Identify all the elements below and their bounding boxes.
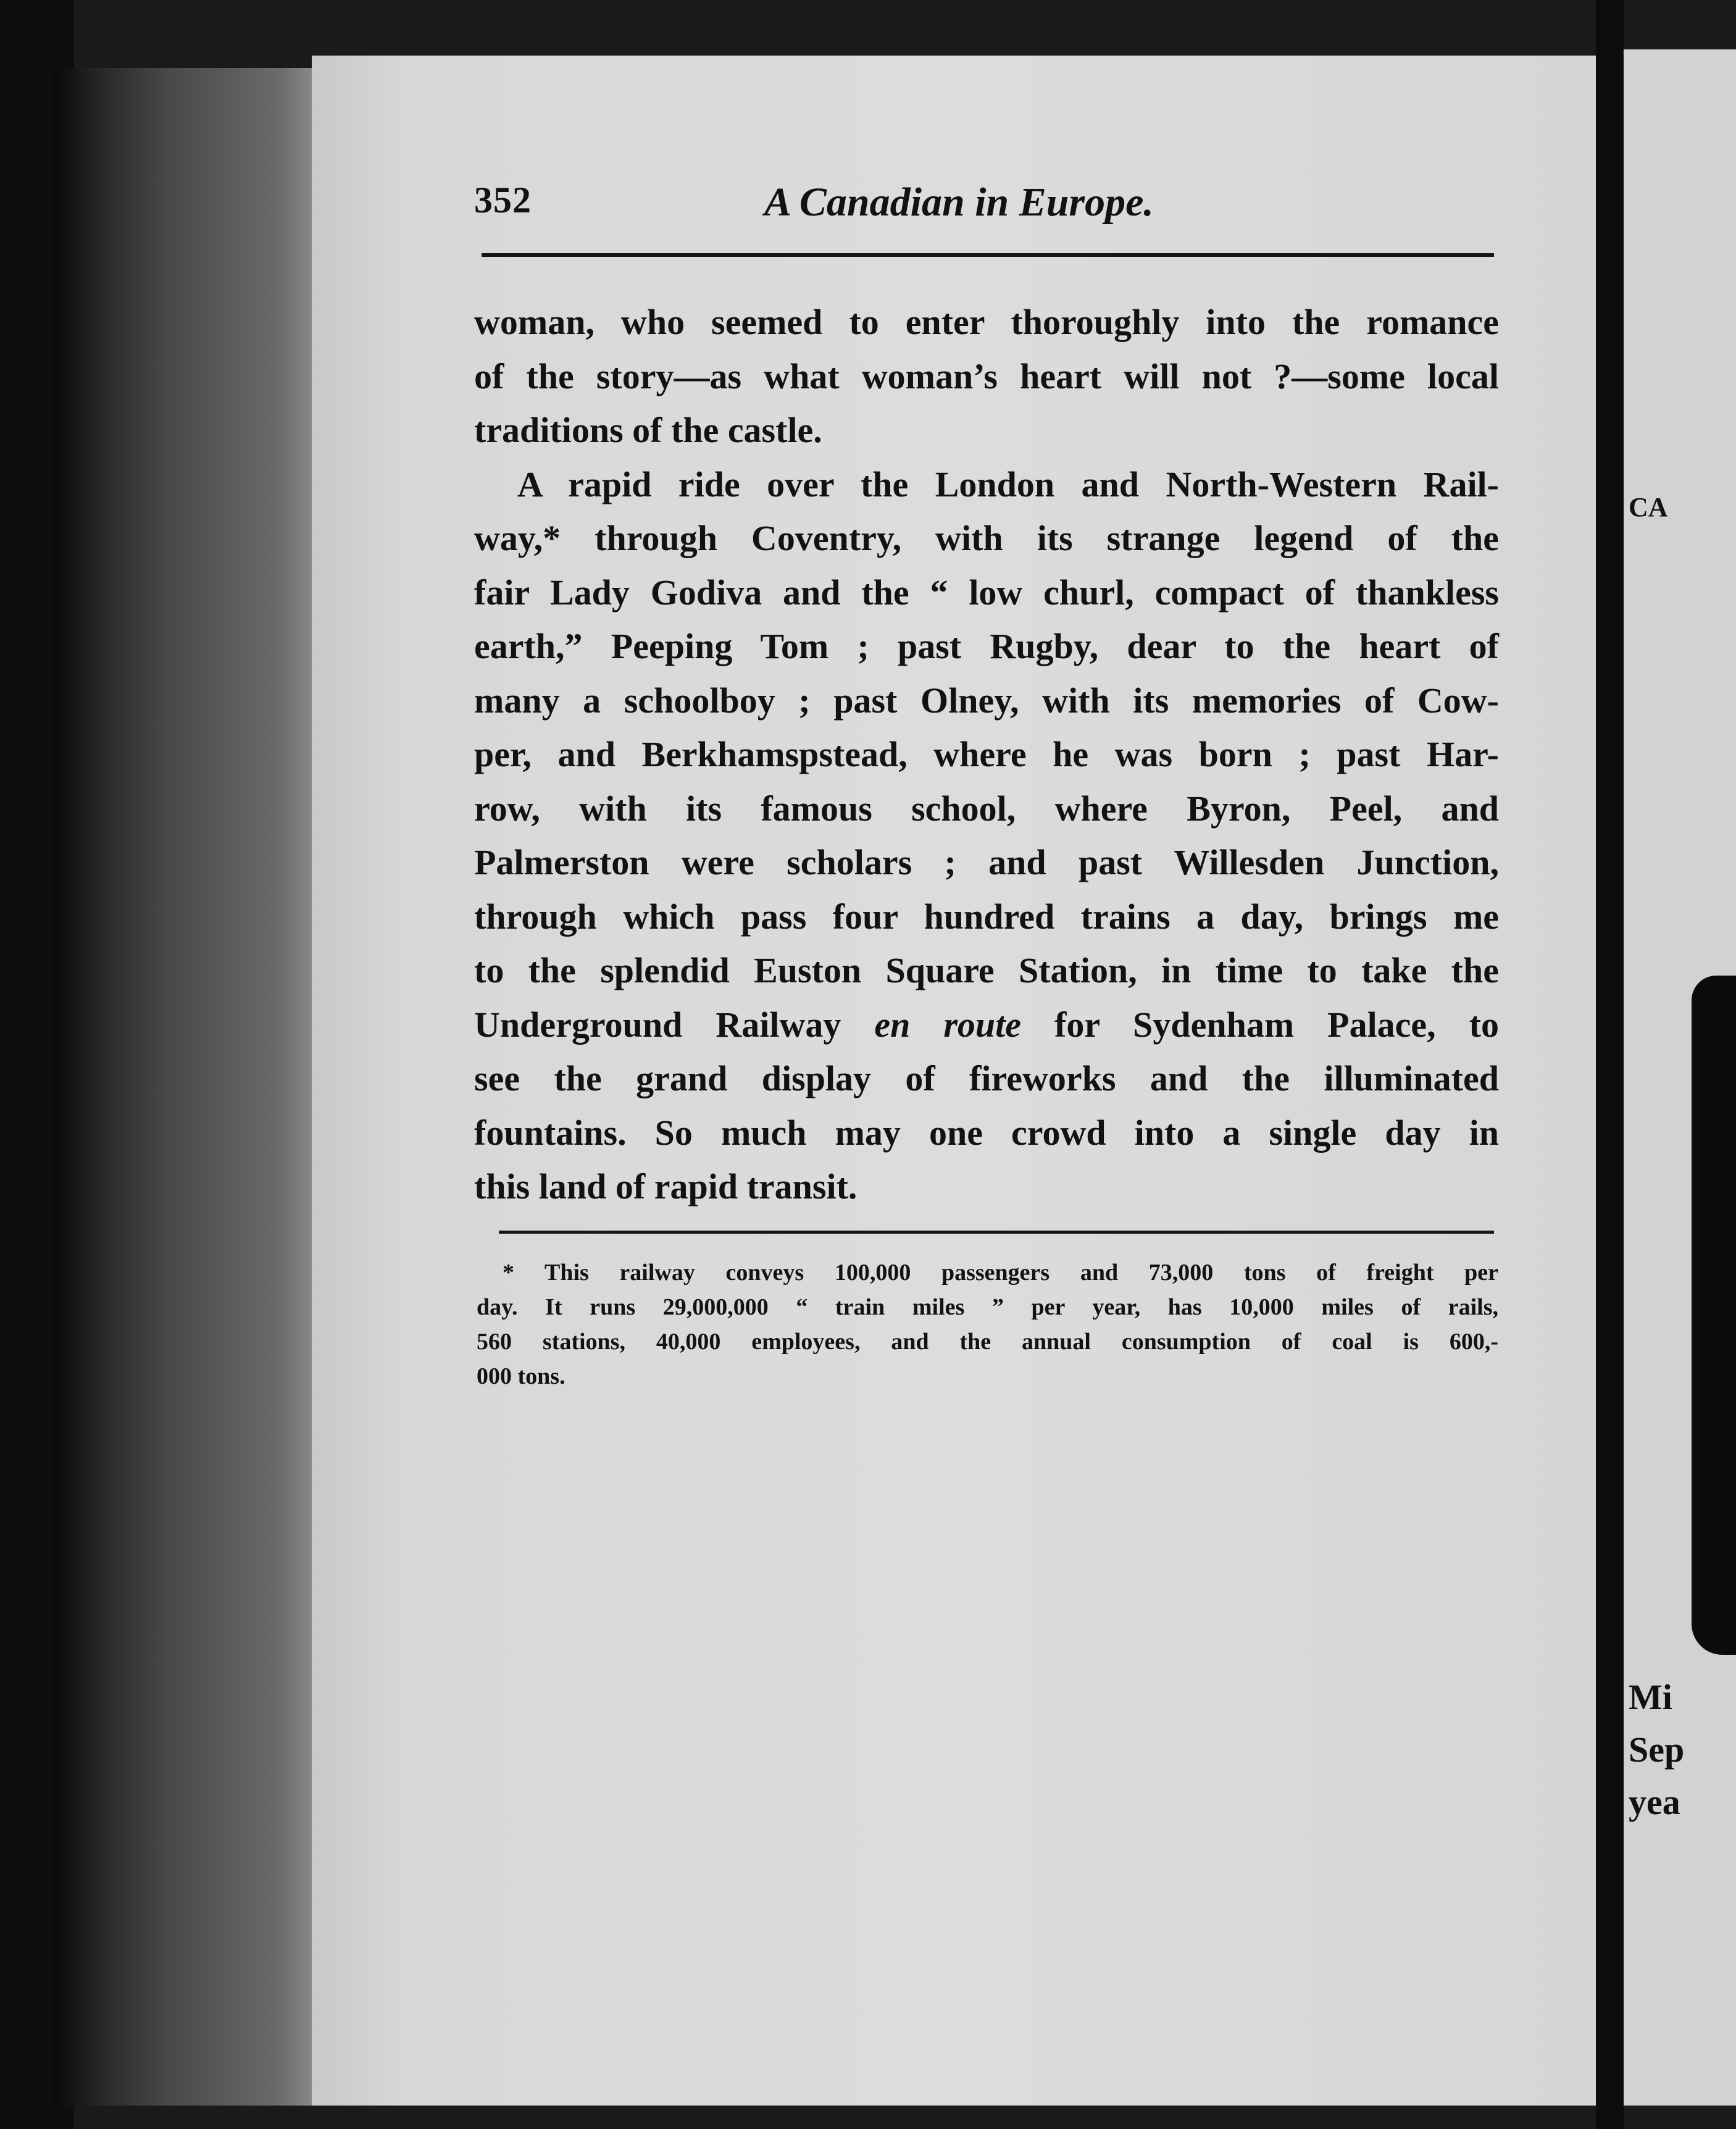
adjacent-page-fragment: Mi — [1629, 1677, 1672, 1717]
right-gutter — [1596, 0, 1624, 2129]
text-line: fountains. So much may one crowd into a single day in — [474, 1112, 1499, 1153]
text-line: through which pass four hundred trains a day, brings me — [474, 896, 1499, 937]
adjacent-page-fragment: Sep — [1629, 1730, 1685, 1770]
text-fragment: Underground Railway — [474, 1004, 875, 1045]
text-line: to the splendid Euston Square Station, in time to take the — [474, 950, 1499, 990]
book-binding — [54, 68, 314, 2106]
footnote — [477, 1255, 1498, 1394]
text-line: earth,” Peeping Tom ; past Rugby, dear to the heart of — [474, 626, 1499, 666]
text-line: this land of rapid transit. — [474, 1166, 858, 1207]
footnote-line: * This railway conveys 100,000 passengers and 73,000 tons of freight per — [503, 1260, 1498, 1286]
text-line-with-italic — [474, 998, 1499, 1052]
text-line: fair Lady Godiva and the “ low churl, compact of thankless — [474, 572, 1499, 613]
running-title: A Canadian in Europe. — [764, 180, 1154, 225]
text-line: see the grand display of fireworks and the illuminated — [474, 1058, 1499, 1098]
text-line: many a schoolboy ; past Olney, with its memories of Cow- — [474, 680, 1499, 721]
footnote-line: 000 tons. — [477, 1363, 565, 1389]
text-line: way,* through Coventry, with its strange legend of the — [474, 518, 1499, 558]
footnote-rule — [499, 1231, 1494, 1234]
text-fragment: for Sydenham Palace, to — [1021, 1004, 1499, 1045]
adjacent-page-fragment: yea — [1629, 1782, 1680, 1822]
text-line: of the story—as what woman’s heart will not ?—some local — [474, 356, 1499, 396]
text-line: per, and Berkhamspstead, where he was born ; past Har- — [474, 734, 1499, 774]
footnote-line: 560 stations, 40,000 employees, and the annual consumption of coal is 600,- — [477, 1329, 1498, 1355]
footnote-line: day. It runs 29,000,000 “ train miles ” per year, has 10,000 miles of rails, — [477, 1294, 1498, 1320]
adjacent-page-fragment: CA — [1629, 492, 1668, 522]
ink-blot — [1692, 976, 1736, 1655]
text-line: A rapid ride over the London and North-Western Rail- — [517, 464, 1499, 504]
header-rule — [482, 253, 1494, 257]
text-line: woman, who seemed to enter thoroughly into the romance — [474, 302, 1499, 342]
text-line: Palmerston were scholars ; and past Willesden Junction, — [474, 842, 1499, 882]
text-line: row, with its famous school, where Byron, Peel, and — [474, 788, 1499, 829]
text-line: traditions of the castle. — [474, 410, 822, 450]
body-text — [474, 295, 1499, 1214]
italic-phrase: en route — [874, 1004, 1022, 1045]
page-number: 352 — [474, 180, 532, 220]
page-header — [474, 179, 1493, 228]
